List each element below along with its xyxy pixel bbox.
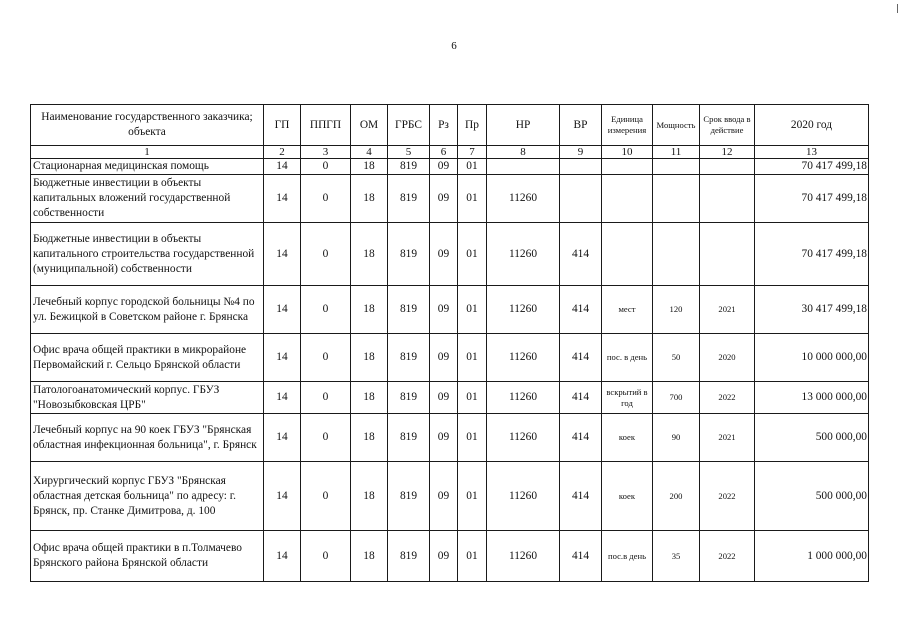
cell-vr: 414 [560,462,602,531]
cell-amount: 10 000 000,00 [755,334,869,382]
cell-unit: коек [602,462,653,531]
cell-om: 18 [351,223,388,286]
header-vr: ВР [560,105,602,146]
cell-gp: 14 [264,334,301,382]
cell-ppgp: 0 [301,414,351,462]
cell-gp: 14 [264,286,301,334]
cell-nr: 11260 [487,414,560,462]
cell-om: 18 [351,175,388,223]
cell-unit: вскрытий в год [602,382,653,414]
cell-power [653,175,700,223]
cell-ppgp: 0 [301,286,351,334]
cell-power: 50 [653,334,700,382]
cell-power: 700 [653,382,700,414]
column-number: 9 [560,146,602,159]
cell-unit: мест [602,286,653,334]
object-name: Патологоанатомический корпус. ГБУЗ "Новозыбковская ЦРБ" [31,382,264,414]
cell-amount: 1 000 000,00 [755,531,869,582]
cell-amount: 13 000 000,00 [755,382,869,414]
cell-gp: 14 [264,382,301,414]
cell-unit [602,175,653,223]
column-number: 13 [755,146,869,159]
cell-unit: пос. в день [602,334,653,382]
cell-grbs: 819 [388,175,430,223]
object-name: Стационарная медицинская помощь [31,159,264,175]
cell-power: 90 [653,414,700,462]
cell-rz: 09 [430,414,458,462]
scan-edge-mark [897,4,898,13]
cell-om: 18 [351,462,388,531]
column-number: 12 [700,146,755,159]
header-ppgp: ППГП [301,105,351,146]
cell-rz: 09 [430,382,458,414]
table-row [31,286,869,334]
cell-grbs: 819 [388,531,430,582]
cell-pr: 01 [458,334,487,382]
cell-pr: 01 [458,414,487,462]
cell-grbs: 819 [388,414,430,462]
cell-ppgp: 0 [301,175,351,223]
cell-pr: 01 [458,286,487,334]
cell-unit [602,223,653,286]
column-number: 3 [301,146,351,159]
cell-ppgp: 0 [301,223,351,286]
cell-vr: 414 [560,334,602,382]
cell-pr: 01 [458,159,487,175]
cell-term [700,159,755,175]
cell-rz: 09 [430,286,458,334]
table-row [31,414,869,462]
cell-gp: 14 [264,223,301,286]
cell-grbs: 819 [388,159,430,175]
cell-grbs: 819 [388,286,430,334]
cell-gp: 14 [264,531,301,582]
cell-term: 2022 [700,531,755,582]
cell-nr: 11260 [487,334,560,382]
cell-vr: 414 [560,286,602,334]
object-name: Бюджетные инвестиции в объекты капитального строительства государственной (муниципальной) собственности [31,223,264,286]
header-nr: НР [487,105,560,146]
cell-nr [487,159,560,175]
cell-om: 18 [351,414,388,462]
header-gp: ГП [264,105,301,146]
cell-gp: 14 [264,159,301,175]
investment-table [30,104,869,582]
cell-term: 2022 [700,382,755,414]
header-pr: Пр [458,105,487,146]
page-number: 6 [451,40,457,52]
header-unit: Единица измерения [602,105,653,146]
cell-power: 120 [653,286,700,334]
cell-nr: 11260 [487,223,560,286]
header-grbs: ГРБС [388,105,430,146]
header-year-2020: 2020 год [755,105,869,146]
cell-vr [560,159,602,175]
cell-nr: 11260 [487,531,560,582]
header-row [31,105,869,146]
cell-ppgp: 0 [301,382,351,414]
cell-nr: 11260 [487,175,560,223]
cell-power [653,223,700,286]
cell-unit: коек [602,414,653,462]
table-row [31,382,869,414]
column-number: 5 [388,146,430,159]
cell-grbs: 819 [388,334,430,382]
cell-rz: 09 [430,334,458,382]
cell-term: 2020 [700,334,755,382]
object-name: Лечебный корпус городской больницы №4 по ул. Бежицкой в Советском районе г. Брянска [31,286,264,334]
cell-amount: 30 417 499,18 [755,286,869,334]
header-term: Срок ввода в действие [700,105,755,146]
cell-vr: 414 [560,531,602,582]
header-power: Мощность [653,105,700,146]
cell-amount: 500 000,00 [755,462,869,531]
cell-grbs: 819 [388,382,430,414]
cell-nr: 11260 [487,286,560,334]
cell-term: 2022 [700,462,755,531]
column-number: 2 [264,146,301,159]
cell-om: 18 [351,286,388,334]
table-row [31,175,869,223]
cell-vr: 414 [560,414,602,462]
cell-pr: 01 [458,382,487,414]
cell-unit: пос.в день [602,531,653,582]
table-row [31,334,869,382]
table-row [31,531,869,582]
cell-grbs: 819 [388,462,430,531]
column-number: 8 [487,146,560,159]
cell-amount: 500 000,00 [755,414,869,462]
column-number: 6 [430,146,458,159]
cell-om: 18 [351,382,388,414]
cell-ppgp: 0 [301,334,351,382]
cell-pr: 01 [458,462,487,531]
cell-rz: 09 [430,159,458,175]
cell-term: 2021 [700,286,755,334]
cell-nr: 11260 [487,462,560,531]
cell-term [700,223,755,286]
cell-rz: 09 [430,223,458,286]
column-number: 11 [653,146,700,159]
column-number: 1 [31,146,264,159]
cell-ppgp: 0 [301,531,351,582]
column-number: 10 [602,146,653,159]
cell-om: 18 [351,531,388,582]
cell-ppgp: 0 [301,159,351,175]
cell-grbs: 819 [388,223,430,286]
object-name: Бюджетные инвестиции в объекты капитальных вложений государственной собственности [31,175,264,223]
cell-term: 2021 [700,414,755,462]
cell-pr: 01 [458,223,487,286]
cell-term [700,175,755,223]
table-row [31,159,869,175]
cell-vr: 414 [560,382,602,414]
cell-vr: 414 [560,223,602,286]
cell-om: 18 [351,159,388,175]
cell-gp: 14 [264,175,301,223]
cell-rz: 09 [430,531,458,582]
cell-power: 35 [653,531,700,582]
cell-gp: 14 [264,462,301,531]
header-name: Наименование государственного заказчика; объекта [31,105,264,146]
table-row [31,462,869,531]
cell-pr: 01 [458,175,487,223]
table-row [31,223,869,286]
cell-pr: 01 [458,531,487,582]
cell-amount: 70 417 499,18 [755,223,869,286]
cell-amount: 70 417 499,18 [755,175,869,223]
cell-nr: 11260 [487,382,560,414]
cell-power: 200 [653,462,700,531]
column-number: 4 [351,146,388,159]
column-number-row [31,146,869,159]
cell-unit [602,159,653,175]
cell-ppgp: 0 [301,462,351,531]
column-number: 7 [458,146,487,159]
header-om: ОМ [351,105,388,146]
cell-gp: 14 [264,414,301,462]
cell-power [653,159,700,175]
header-rz: Рз [430,105,458,146]
cell-amount: 70 417 499,18 [755,159,869,175]
cell-vr [560,175,602,223]
object-name: Офис врача общей практики в микрорайоне Первомайский г. Сельцо Брянской области [31,334,264,382]
cell-om: 18 [351,334,388,382]
cell-rz: 09 [430,462,458,531]
object-name: Хирургический корпус ГБУЗ "Брянская областная детская больница" по адресу: г. Брянск, пр. Станке Димитрова, д. 100 [31,462,264,531]
object-name: Офис врача общей практики в п.Толмачево Брянского района Брянской области [31,531,264,582]
cell-rz: 09 [430,175,458,223]
object-name: Лечебный корпус на 90 коек ГБУЗ "Брянская областная инфекционная больница", г. Брянск [31,414,264,462]
